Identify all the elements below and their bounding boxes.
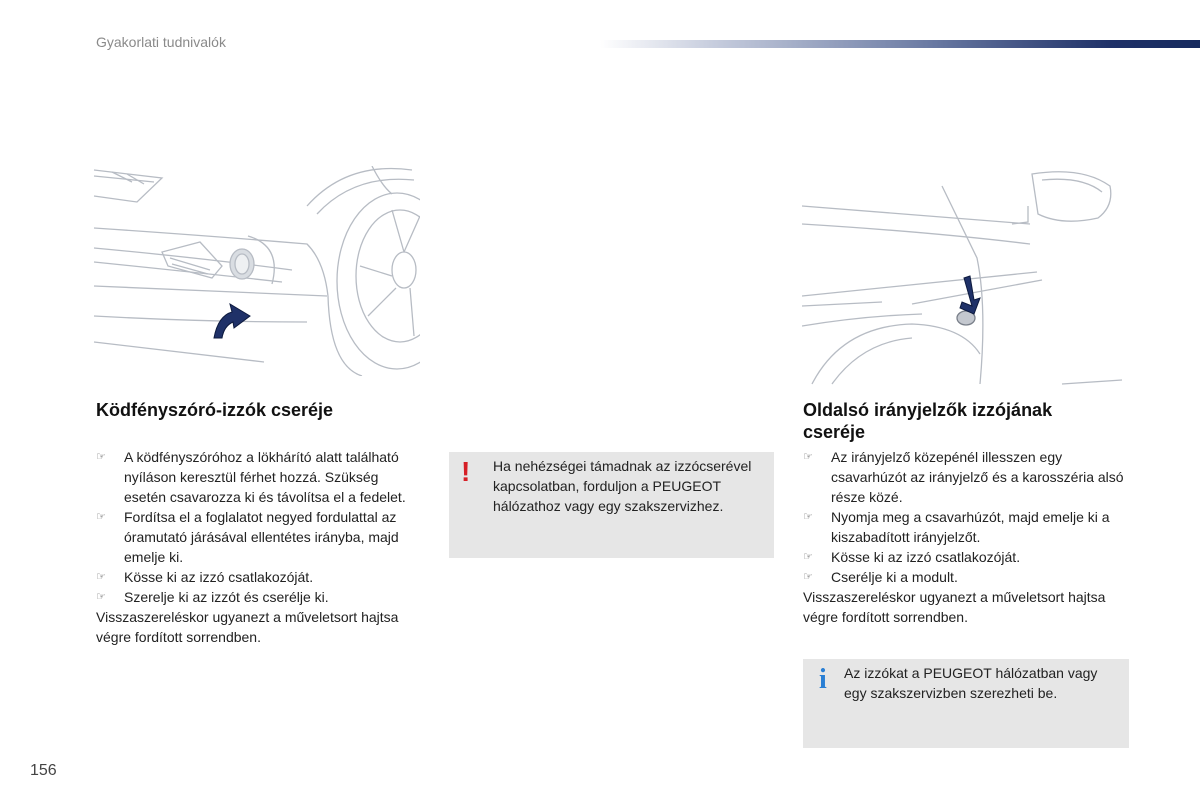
- pointing-hand-icon: ☞: [96, 511, 106, 523]
- pointing-hand-icon: ☞: [96, 571, 106, 583]
- list-item: ☞ Kösse ki az izzó csatlakozóját.: [96, 569, 314, 585]
- pointing-hand-icon: ☞: [803, 571, 813, 583]
- side-indicator-steps: [803, 447, 1133, 627]
- warning-icon: !: [461, 456, 471, 487]
- section-header: Gyakorlati tudnivalók: [96, 34, 226, 50]
- info-icon: i: [819, 664, 827, 695]
- pointing-hand-icon: ☞: [803, 551, 813, 563]
- list-item: ☞ A ködfényszóróhoz a lökhárító alatt található nyíláson keresztül férhet hozzá. Szükség esetén csavarozza ki és távolítsa el a fedelet.: [96, 449, 406, 505]
- fog-lamp-section-title: Ködfényszóró-izzók cseréje: [96, 400, 334, 420]
- pointing-hand-icon: ☞: [96, 451, 106, 463]
- list-item: ☞ Nyomja meg a csavarhúzót, majd emelje ki a kiszabadított irányjelzőt.: [803, 509, 1110, 545]
- info-box: [803, 659, 1129, 748]
- pointing-hand-icon: ☞: [803, 451, 813, 463]
- page-number: 156: [30, 762, 57, 779]
- pointing-hand-icon: ☞: [803, 511, 813, 523]
- side-indicator-illustration: [802, 166, 1130, 386]
- side-indicator-closing-note: Visszaszereléskor ugyanezt a műveletsort hajtsa végre fordított sorrendben.: [803, 589, 1106, 625]
- fog-lamp-steps: [96, 447, 418, 647]
- side-indicator-section-title: Oldalsó irányjelzők izzójának cseréje: [803, 400, 1053, 442]
- fog-lamp-closing-note: Visszaszereléskor ugyanezt a műveletsort hajtsa végre fordított sorrendben.: [96, 609, 399, 645]
- list-item: ☞ Kösse ki az izzó csatlakozóját.: [803, 549, 1021, 565]
- list-item: ☞ Szerelje ki az izzót és cserélje ki.: [96, 589, 329, 605]
- list-item: ☞ Cserélje ki a modult.: [803, 569, 958, 585]
- pointing-hand-icon: ☞: [96, 591, 106, 603]
- warning-text: Ha nehézségei támadnak az izzócserével kapcsolatban, forduljon a PEUGEOT hálózathoz vagy egy szakszervizhez.: [493, 458, 752, 514]
- warning-box: [449, 452, 774, 558]
- header-accent-bar: [600, 40, 1200, 48]
- info-text: Az izzókat a PEUGEOT hálózatban vagy egy szakszervizben szerezheti be.: [844, 665, 1098, 701]
- list-item: ☞ Fordítsa el a foglalatot negyed fordulattal az óramutató járásával ellentétes irányba, majd emelje ki.: [96, 509, 399, 565]
- list-item: ☞ Az irányjelző közepénél illesszen egy csavarhúzót az irányjelző és a karosszéria alsó része közé.: [803, 449, 1124, 505]
- fog-lamp-bumper-illustration: [92, 166, 420, 376]
